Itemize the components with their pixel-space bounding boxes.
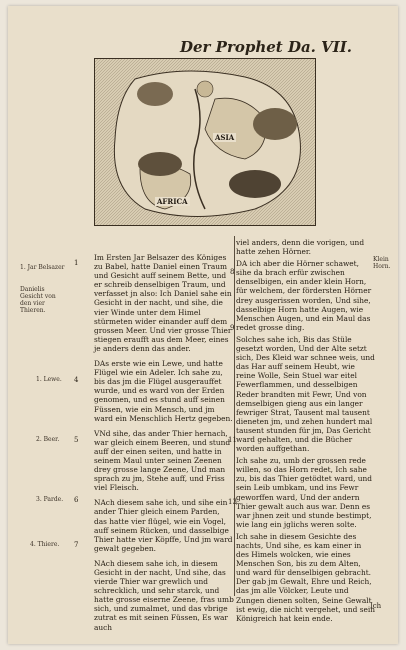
lion-beast-shape bbox=[137, 82, 173, 106]
verse-number: 8 bbox=[230, 268, 235, 276]
verse-text: VNd sihe, das ander Thier hernach, war gleich einem Beeren, und stund auff der einen seiten, und hatte in seinem Maul unter seinen Zeenen drey grosse lange Zeene, Und man sprach zu jm, Stehe auff, und Friss viel Fleisch. bbox=[94, 428, 231, 493]
verse-number: 13 bbox=[228, 498, 237, 506]
margin-note-fourth: 4. Thiere. bbox=[30, 541, 60, 548]
verse-text: Ich sahe zu, umb der grossen rede willen, so das Horn redet, Ich sahe zu, bis das Thier getödtet ward, und sein Leib umbkam, und ins Fewr geworffen ward, Und der andern Thier gewalt auch aus war. Denn es war jhnen zeit und stunde bestimpt, wie lang ein jglichs weren solte. bbox=[236, 456, 373, 529]
margin-note-lion: 1. Lewe. bbox=[36, 376, 62, 383]
verse-number: 1 bbox=[74, 259, 79, 267]
verse-text: Im Ersten Jar Belsazer des Königes zu Babel, hatte Daniel einen Traum und Gesicht auff seinem Bette, und er schreib denselbigen Traum, und verfasset jn also: Ich Daniel sahe ein Gesicht in der nacht, und sihe, die vier Winde unter dem Himel stürmeten wider einander auff dem grossen Meer. Und vier grosse Thier stiegen eraufft aus dem Meer, eines je anders denn das ander. bbox=[94, 253, 232, 353]
verse-text: viel anders, denn die vorigen, und hatte zehen Hörner. bbox=[236, 238, 365, 257]
verse-number: 9 bbox=[230, 324, 235, 332]
margin-note-year: 1. Jar Belsazer bbox=[20, 264, 65, 271]
right-column bbox=[236, 238, 376, 623]
verse-number: 7 bbox=[74, 541, 79, 549]
verse-number: 4 bbox=[74, 376, 79, 384]
verse-text: DAs erste wie ein Lewe, und hatte Flügel wie ein Adeler. Ich sahe zu, bis das jm die Flügel ausgerauffet wurde, und es ward von der Erden genomen, und es stund auff seinen Füssen, wie ein Mensch, und jm ward ein Menschlich Hertz gegeben. bbox=[94, 359, 233, 423]
margin-note-little-horn: Klein Horn. bbox=[373, 256, 391, 270]
verse-number: 5 bbox=[74, 436, 79, 444]
page-sheet bbox=[8, 6, 398, 644]
verse-text: DA ich aber die Hörner schawet, sihe da brach erfür zwischen denselbigen, ein ander klein Horn, für welchem, der fördersten Hörner drey ausgerissen worden, Und sihe, dasselbige Horn hatte Augen, wie Menschen Augen, und ein Maul das redet grosse ding. bbox=[236, 259, 372, 332]
bear-beast-shape bbox=[138, 152, 182, 176]
fourth-beast-shape bbox=[229, 170, 281, 198]
leopard-beast-shape bbox=[253, 108, 297, 140]
verse-text: Solches sahe ich, Bis das Stüle gesetzt worden, Und der Alte setzt sich, Des Kleid war schnee weis, und das Har auff seinem Heubt, wie reine Wolle, Sein Stuel war eitel Fewerflammen, und desselbigen Reder brandten mit Fewr, Und von demselbigen gieng aus ein langer fewriger Strat, Tausent mal tausent dieneten jm, und zehen hundert mal tausent stunden für jm, Das Gericht ward gehalten, und die Bücher worden auffgethan. bbox=[236, 334, 375, 454]
catchword: Ich bbox=[370, 602, 382, 610]
asia-label: ASIA bbox=[215, 133, 235, 142]
verse-number: 11 bbox=[228, 436, 237, 444]
margin-note-bear: 2. Beer. bbox=[36, 436, 60, 443]
verse-text: Ich sahe in diesem Gesichte des nachts, Und sihe, es kam einer in des Himels wolcken, wie eines Menschen Son, bis zu dem Alten, und ward für denselbigen gebracht. Der gab jm Gewalt, Ehre und Reich, das jm alle Völcker, Leute und Zungen dienen solten, Seine Gewalt ist ewig, die nicht vergehet, und sein Königreich hat kein ende. bbox=[236, 531, 376, 623]
verse-number: 6 bbox=[74, 496, 79, 504]
column-divider bbox=[234, 236, 235, 596]
margin-note-vision: Danielis Gesicht von den vier Thieren. bbox=[20, 286, 56, 314]
verse-text: NAch diesem sahe ich, in diesem Gesicht in der nacht, Und sihe, das vierde Thier war grewlich und schrecklich, und sehr starck, und hatte grosse eiserne Zeene, fras umb sich, und zumalmet, und das vbrige zutrat es mit seinen Füssen, Es war auch bbox=[94, 558, 234, 632]
margin-note-leopard: 3. Parde. bbox=[36, 496, 64, 503]
left-column bbox=[94, 253, 234, 632]
page-title: Der Prophet Da. VII. bbox=[180, 38, 353, 56]
verse-text: NAch diesem sahe ich, und sihe ein ander Thier gleich einem Parden, das hatte vier flügel, wie ein Vogel, auff seinem Rücken, und dasselbige Thier hatte vier Köpffe, Und jm ward gewalt gegeben. bbox=[94, 498, 233, 553]
woodcut-illustration bbox=[94, 58, 316, 226]
africa-label: AFRICA bbox=[157, 197, 188, 206]
woodcut-engraving bbox=[95, 59, 316, 226]
